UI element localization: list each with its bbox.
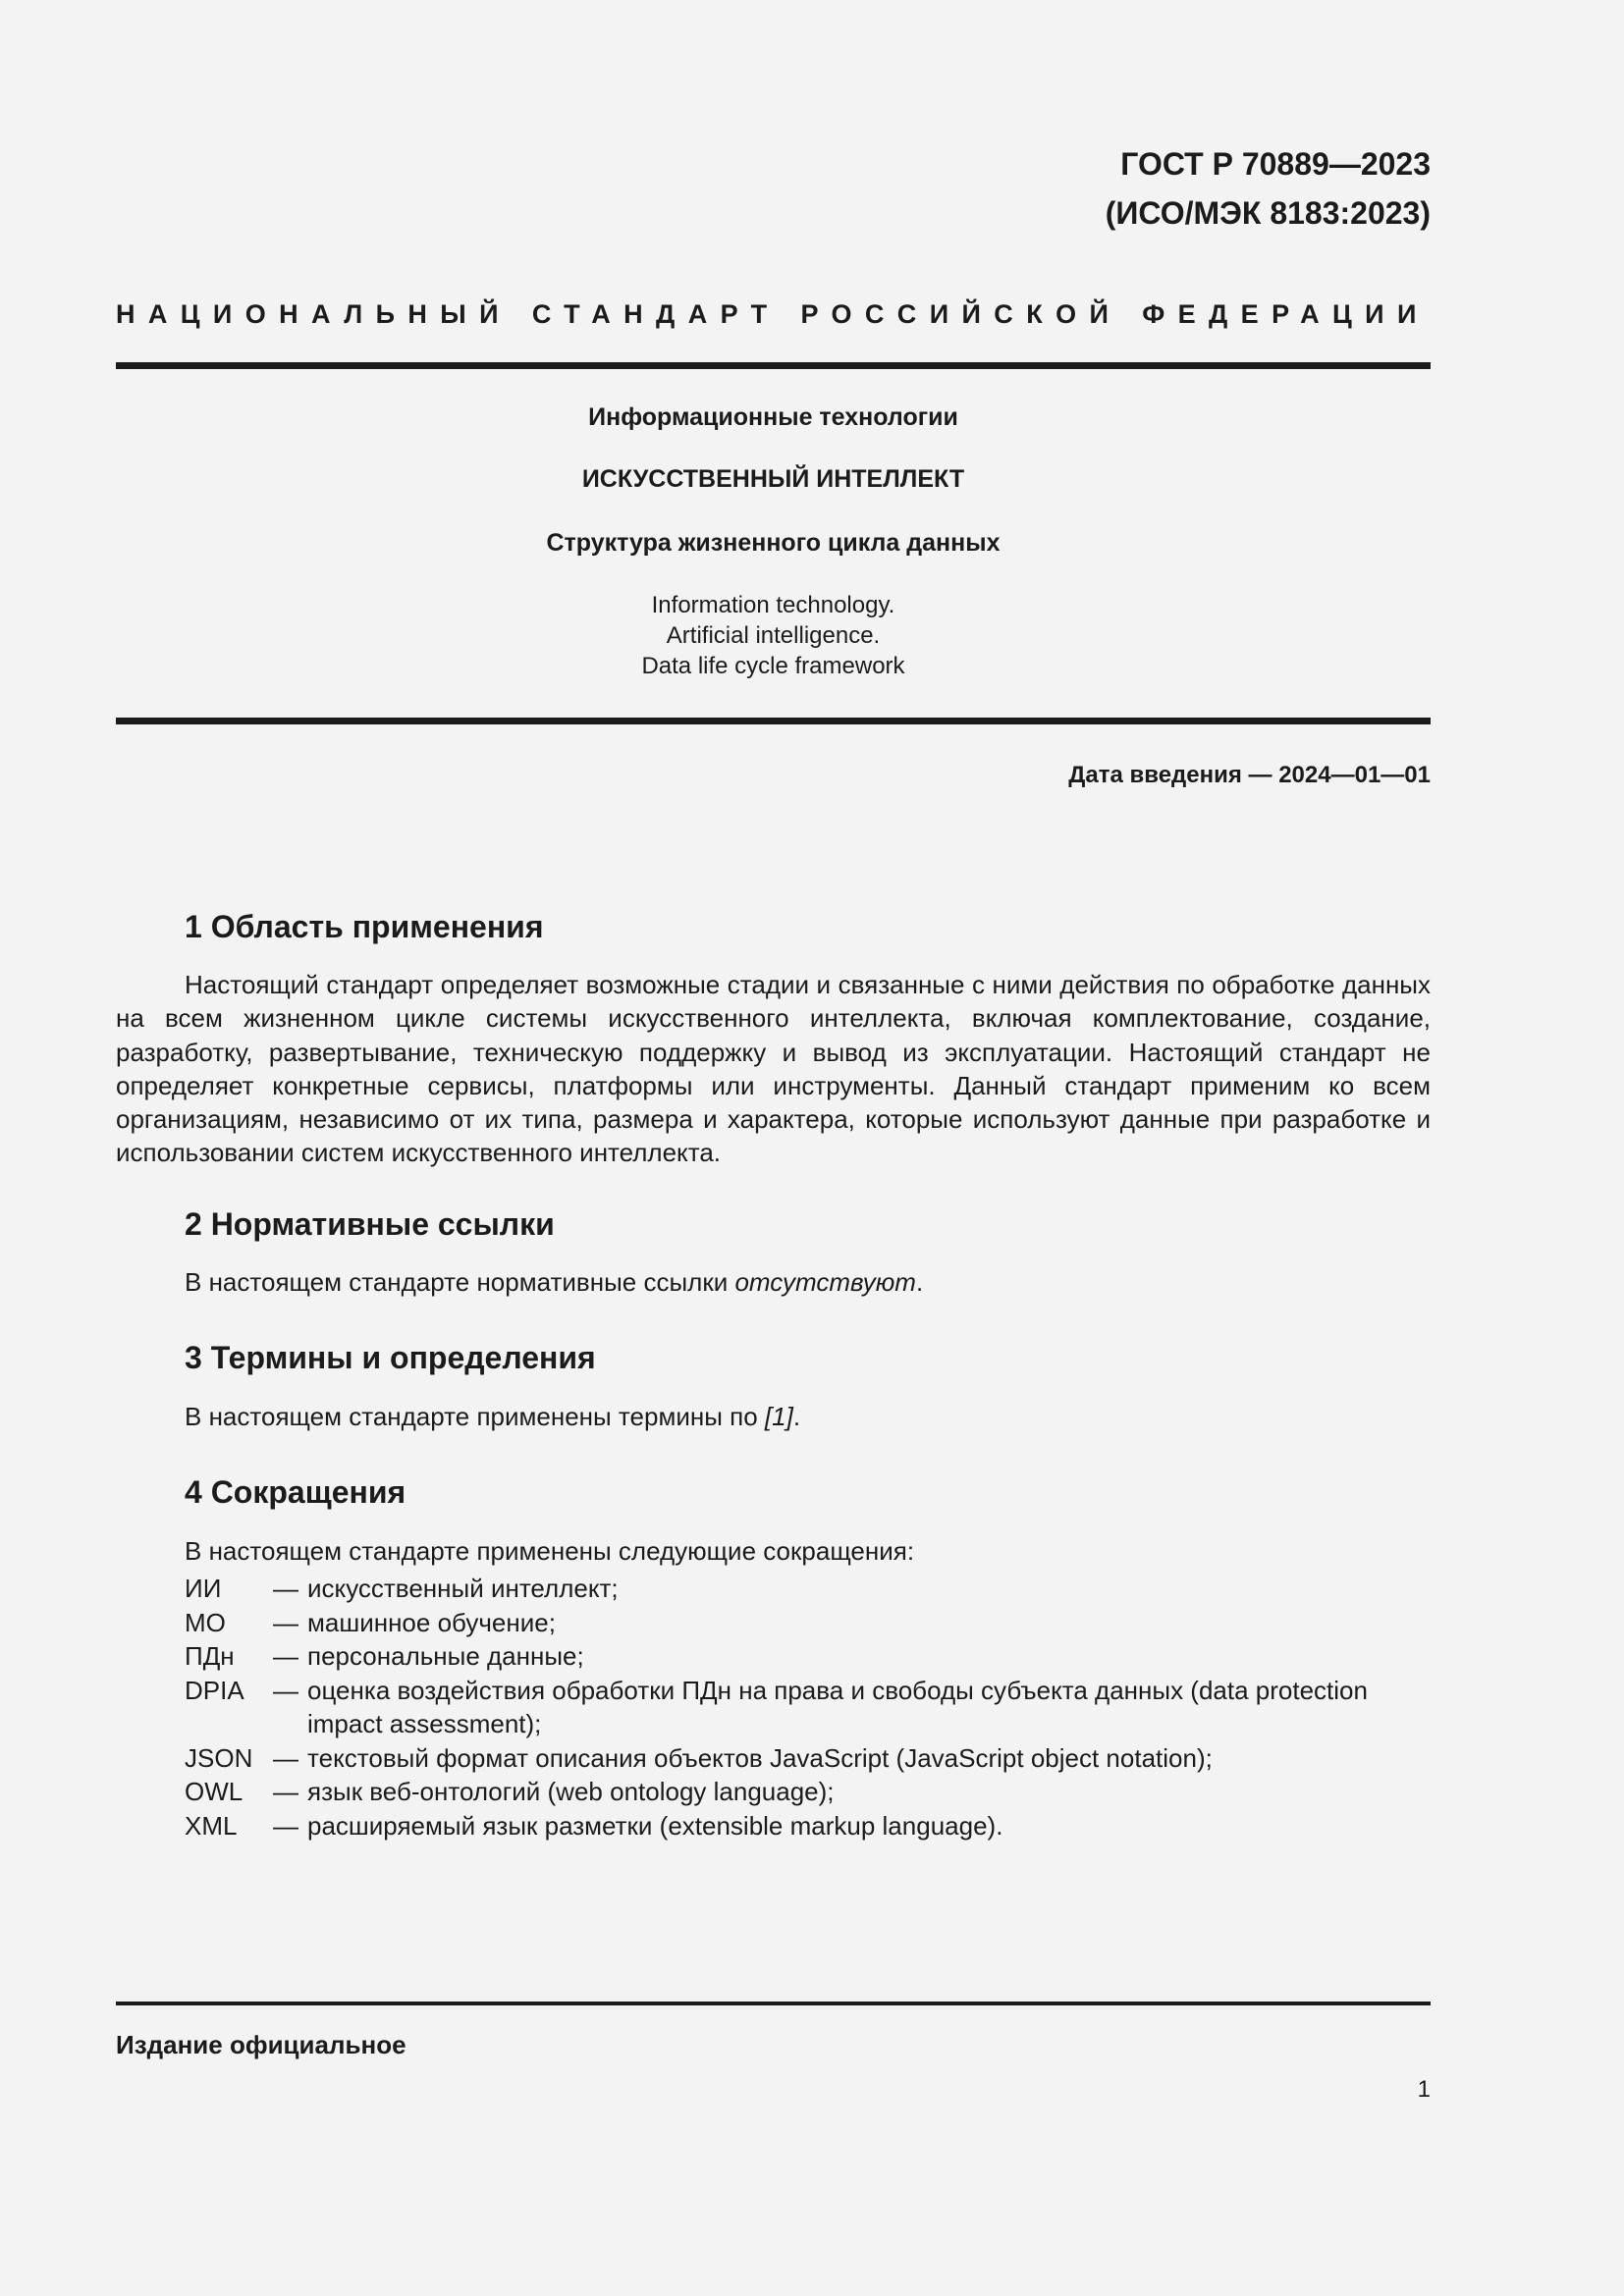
top-divider: [116, 362, 1431, 369]
abbreviation-dash: —: [273, 1675, 298, 1705]
section-1-text: Настоящий стандарт определяет возможные стадии и связанные с ними действия по обработке данных на всем жизненном цикле системы искусственного интеллекта, включая комплектование, создание, разработку, развертывание, техническую поддержку и вывод из эксплуатации. Настоящий стандарт не определяет конкретные сервисы, платформы или инструменты. Данный стандарт применим ко всем организациям, независимо от их типа, размера и характера, которые используют данные при разработке и использовании систем искусственного интеллекта.: [116, 970, 1431, 1168]
abbreviation-definition: персональные данные;: [307, 1641, 584, 1671]
iso-reference: (ИСО/МЭК 8183:2023): [1105, 195, 1431, 231]
abbreviation-dash: —: [273, 1810, 298, 1841]
section-3-text: В настоящем стандарте применены термины по: [185, 1402, 765, 1431]
abbreviation-term: DPIA: [185, 1675, 244, 1705]
english-title-line: Data life cycle framework: [641, 653, 905, 679]
english-title-line: Information technology.: [651, 592, 895, 618]
official-edition-label: Издание официальное: [116, 2030, 406, 2059]
abbreviation-dash: —: [273, 1777, 298, 1806]
section-2-italic: отсутствуют: [734, 1267, 916, 1297]
abbreviation-item: [185, 1572, 1431, 1606]
abbreviation-term: МО: [185, 1607, 226, 1637]
section-3-reference: [1]: [764, 1402, 793, 1431]
abbreviation-definition: расширяемый язык разметки (extensible markup language).: [307, 1810, 1003, 1841]
section-4-intro: В настоящем стандарте применены следующие сокращения:: [185, 1536, 915, 1566]
title-line-framework: Структура жизненного цикла данных: [546, 529, 1001, 557]
section-1-body: [116, 968, 1431, 1170]
abbreviation-definition: машинное обучение;: [307, 1607, 556, 1637]
section-3-heading: 3 Термины и определения: [185, 1340, 596, 1375]
abbreviation-dash: —: [273, 1607, 298, 1637]
national-standard-title: НАЦИОНАЛЬНЫЙ СТАНДАРТ РОССИЙСКОЙ ФЕДЕРАЦИИ: [116, 299, 1430, 329]
abbreviation-definition: язык веб-онтологий (web ontology language);: [307, 1777, 835, 1806]
abbreviation-definition: текстовый формат описания объектов JavaScript (JavaScript object notation);: [307, 1742, 1213, 1773]
section-2-body: [185, 1265, 923, 1299]
section-1-heading: 1 Область применения: [185, 909, 544, 944]
abbreviation-definition: оценка воздействия обработки ПДн на права и свободы субъекта данных (data protection impact assessment);: [307, 1675, 1368, 1738]
section-3-body: [185, 1400, 800, 1433]
abbreviation-item: [185, 1741, 1431, 1776]
abbreviation-item: [185, 1639, 1431, 1674]
page-number: 1: [1417, 2076, 1431, 2103]
abbreviation-item: [185, 1775, 1431, 1809]
section-2-heading: 2 Нормативные ссылки: [185, 1206, 555, 1242]
abbreviation-item: [185, 1606, 1431, 1640]
abbreviation-dash: —: [273, 1742, 298, 1773]
abbreviation-dash: —: [273, 1641, 298, 1671]
title-line-ai: ИСКУССТВЕННЫЙ ИНТЕЛЛЕКТ: [581, 465, 965, 493]
section-3-punct: .: [792, 1402, 801, 1431]
abbreviation-term: ИИ: [185, 1574, 222, 1603]
title-line-it: Информационные технологии: [588, 403, 958, 431]
title-bottom-divider: [116, 718, 1431, 724]
abbreviation-item: [185, 1674, 1431, 1741]
section-4-heading: 4 Сокращения: [185, 1474, 406, 1510]
abbreviation-term: XML: [185, 1810, 238, 1841]
document-page: [116, 0, 1431, 2296]
abbreviation-term: ПДн: [185, 1641, 235, 1671]
section-2-text: В настоящем стандарте нормативные ссылки: [185, 1267, 735, 1297]
abbreviation-definition: искусственный интеллект;: [307, 1574, 619, 1603]
introduction-date: Дата введения — 2024—01—01: [1068, 762, 1431, 788]
abbreviation-term: JSON: [185, 1742, 253, 1773]
section-2-punct: .: [915, 1267, 924, 1297]
abbreviation-list: [185, 1572, 1431, 1842]
standard-header: [1106, 139, 1431, 238]
english-title-line: Artificial intelligence.: [666, 622, 881, 649]
standard-number: ГОСТ Р 70889—2023: [1120, 146, 1431, 182]
abbreviation-dash: —: [273, 1574, 298, 1603]
english-title: [116, 590, 1431, 681]
abbreviation-term: OWL: [185, 1777, 244, 1806]
footer-divider: [116, 2002, 1431, 2005]
abbreviation-item: [185, 1809, 1431, 1843]
